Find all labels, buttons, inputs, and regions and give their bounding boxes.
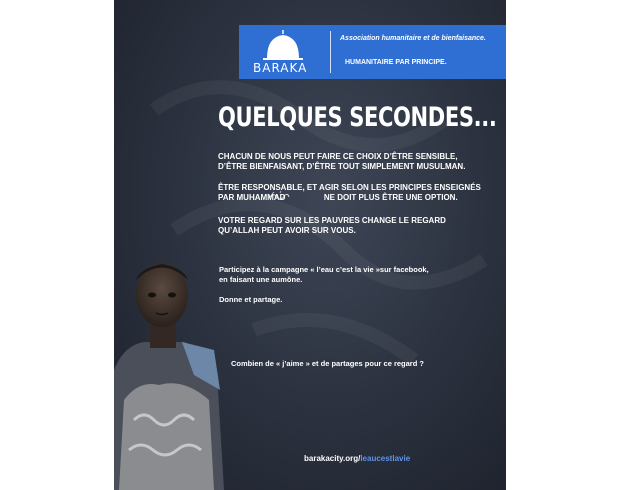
url-path: leaucestlavie — [360, 454, 411, 463]
headline: QUELQUES SECONDES... — [218, 102, 497, 133]
share-text — [219, 295, 282, 305]
calligraphy-seal-icon — [268, 190, 290, 201]
paragraph-line: ÊTRE RESPONSABLE, ET AGIR SELON LES PRINCIPES ENSEIGNÉS — [218, 183, 481, 192]
paragraph-line: VOTRE REGARD SUR LES PAUVRES CHANGE LE REGARD — [218, 216, 446, 225]
brand-banner — [239, 25, 506, 79]
paragraph-fragment: NE DOIT PLUS ÊTRE UNE OPTION. — [323, 193, 458, 202]
logo-wordmark: BARAKA — [253, 61, 308, 75]
paragraph-line: D’ÊTRE BIENFAISANT, D’ÊTRE TOUT SIMPLEMENT MUSULMAN. — [218, 162, 466, 171]
child-photo — [114, 250, 224, 490]
brand-slogan: HUMANITAIRE PAR PRINCIPE. — [345, 59, 447, 66]
campaign-line: en faisant une aumône. — [219, 275, 303, 284]
url-domain: barakacity.org/ — [304, 454, 361, 463]
brand-tagline: Association humanitaire et de bienfaisance. — [340, 35, 486, 42]
paragraph-line: QU’ALLAH PEUT AVOIR SUR VOUS. — [218, 226, 356, 235]
poster — [114, 0, 506, 490]
campaign-line: Participez à la campagne « l’eau c’est la vie »sur facebook, — [219, 265, 429, 274]
banner-divider — [330, 31, 331, 73]
paragraph-regard — [218, 216, 446, 236]
share-line: Donne et partage. — [219, 295, 283, 304]
question-text: Combien de « j’aime » et de partages pour ce regard ? — [231, 359, 424, 368]
paragraph-choice — [218, 152, 465, 172]
paragraph-line — [218, 193, 481, 203]
paragraph-line: CHACUN DE NOUS PEUT FAIRE CE CHOIX D’ÊTRE SENSIBLE, — [218, 152, 458, 161]
paragraph-responsibility — [218, 183, 481, 203]
paragraph-fragment: PAR MUHAMMAD — [218, 193, 286, 202]
dome-icon — [261, 28, 305, 62]
campaign-text — [219, 265, 429, 285]
campaign-url-link[interactable] — [304, 454, 410, 463]
baraka-logo[interactable] — [239, 25, 329, 79]
